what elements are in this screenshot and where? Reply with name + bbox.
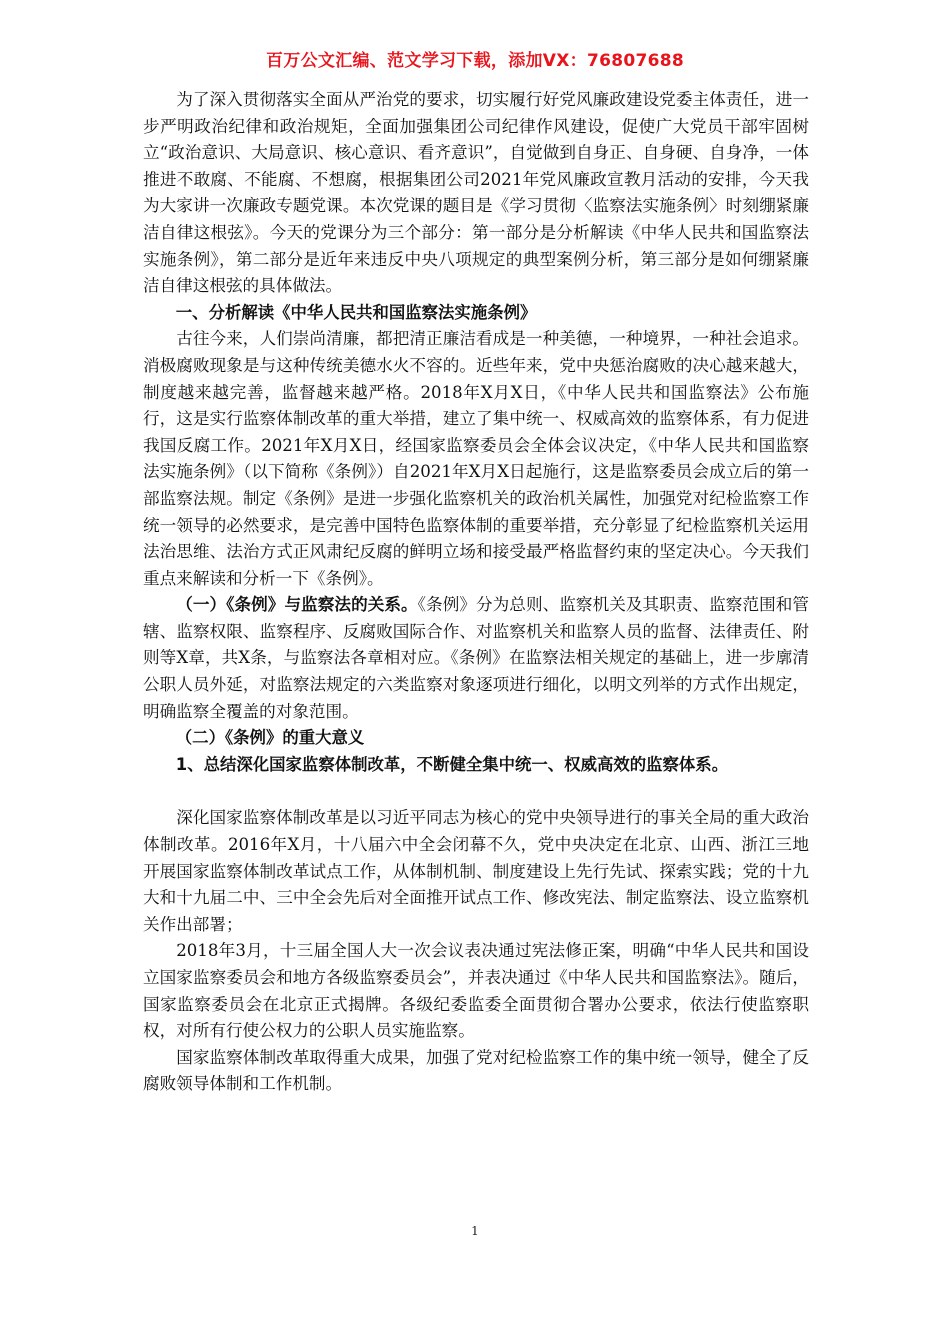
document-body (143, 87, 809, 1098)
subheading-significance: （二）《条例》的重大意义 (175, 728, 365, 748)
paragraph-reform: 深化国家监察体制改革是以习近平同志为核心的党中央领导进行的事关全局的重大政治体制改革。2016年X月，十八届六中全会闭幕不久，党中央决定在北京、山西、浙江三地开展国家监察体制改革试点工作，从体制机制、制度建设上先行先试、探索实践；党的十九大和十九届二中、三中全会先后对全面推开试点工作、修改宪法、制定监察法、设立监察机关作出部署； (143, 808, 809, 934)
paragraph-2018: 2018年3月，十三届全国人大一次会议表决通过宪法修正案，明确“中华人民共和国设立国家监察委员会和地方各级监察委员会”，并表决通过《中华人民共和国监察法》。随后，国家监察委员会在北京正式揭牌。各级纪委监委全面贯彻合署办公要求，依法行使监察职权，对所有行使公权力的公职人员实施监察。 (143, 941, 809, 1041)
subheading-relation: （一）《条例》与监察法的关系。 (176, 595, 418, 615)
paragraph-results: 国家监察体制改革取得重大成果，加强了党对纪检监察工作的集中统一领导，健全了反腐败领导体制和工作机制。 (143, 1047, 809, 1094)
section-heading-1: 一、分析解读《中华人民共和国监察法实施条例》 (175, 302, 537, 322)
paragraph-relation (143, 592, 809, 725)
paragraph-relation-text: 《条例》分为总则、监察机关及其职责、监察范围和管辖、监察权限、监察程序、反腐败国际合作、对监察机关和监察人员的监督、法律责任、附则等X章，共X条，与监察法各章相对应。《条例》在监察法相关规定的基础上，进一步廓清公职人员外延，对监察法规定的六类监察对象逐项进行细化，以明文列举的方式作出规定，明确监察全覆盖的对象范围。 (143, 595, 809, 721)
paragraph-history: 古往今来，人们崇尚清廉，都把清正廉洁看成是一种美德，一种境界，一种社会追求。消极腐败现象是与这种传统美德水火不容的。近些年来，党中央惩治腐败的决心越来越大，制度越来越完善，监督越来越严格。2018年X月X日，《中华人民共和国监察法》公布施行，这是实行监察体制改革的重大举措，建立了集中统一、权威高效的监察体系，有力促进我国反腐工作。2021年X月X日，经国家监察委员会全体会议决定，《中华人民共和国监察法实施条例》（以下简称《条例》）自2021年X月X日起施行，这是监察委员会成立后的第一部监察法规。制定《条例》是进一步强化监察机关的政治机关属性，加强党对纪检监察工作统一领导的必然要求，是完善中国特色监察体制的重要举措，充分彰显了纪检监察机关运用法治思维、法治方式正风肃纪反腐的鲜明立场和接受最严格监督约束的坚定决心。今天我们重点来解读和分析一下《条例》。 (143, 329, 809, 588)
page-number: 1 (471, 1224, 479, 1238)
intro-paragraph: 为了深入贯彻落实全面从严治党的要求，切实履行好党风廉政建设党委主体责任，进一步严明政治纪律和政治规矩，全面加强集团公司纪律作风建设，促使广大党员干部牢固树立“政治意识、大局意识、核心意识、看齐意识”，自觉做到自身正、自身硬、自身净，一体推进不敢腐、不能腐、不想腐，根据集团公司2021年党风廉政宣教月活动的安排，今天我为大家讲一次廉政专题党课。本次党课的题目是《学习贯彻〈监察法实施条例〉时刻绷紧廉洁自律这根弦》。今天的党课分为三个部分：第一部分是分析解读《中华人民共和国监察法实施条例》，第二部分是近年来违反中央八项规定的典型案例分析，第三部分是如何绷紧廉洁自律这根弦的具体做法。 (143, 90, 809, 296)
promo-banner: 百万公文汇编、范文学习下载，添加VX：76807688 (266, 51, 684, 71)
point-heading-1: 1、总结深化国家监察体制改革，不断健全集中统一、权威高效的监察体系。 (175, 754, 729, 774)
